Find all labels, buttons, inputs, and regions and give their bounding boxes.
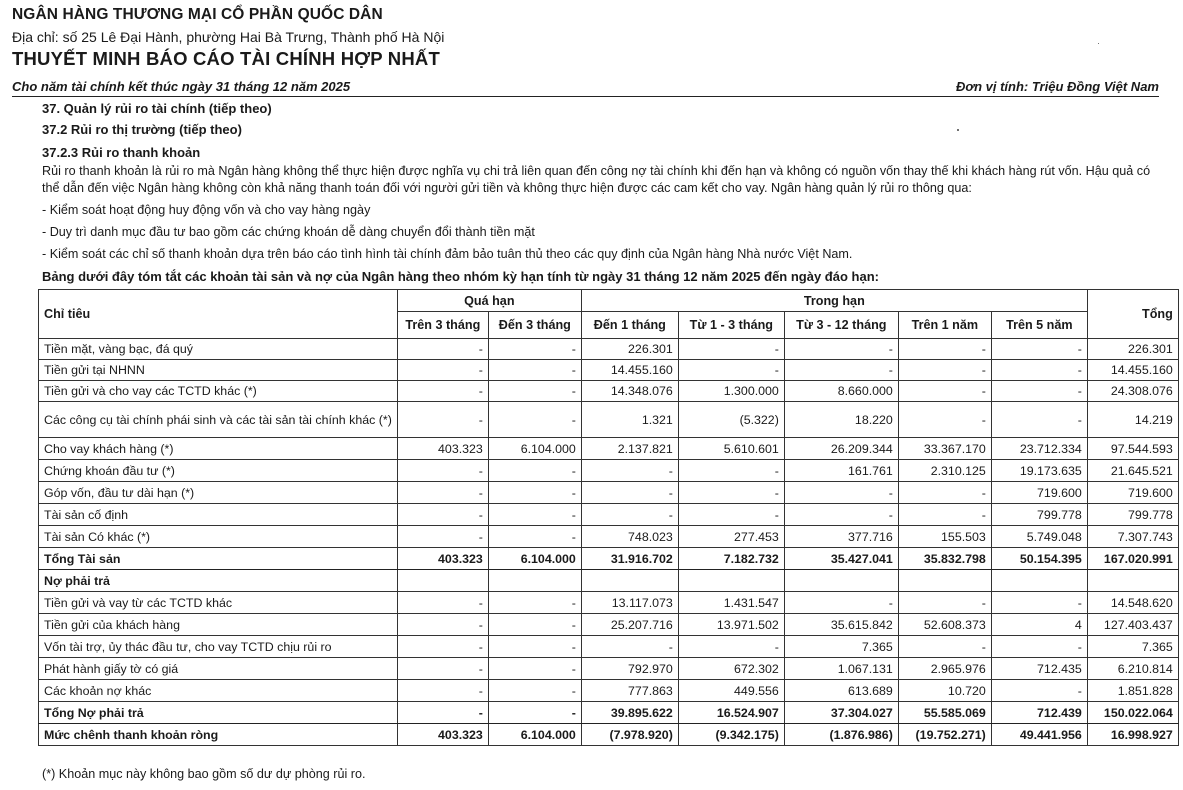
cell-value: 1.300.000 [678,381,784,402]
cell-value: - [488,381,581,402]
col-header-up-to-1-month: Đến 1 tháng [581,312,678,339]
cell-value: 6.104.000 [488,438,581,460]
table-row [39,402,1179,438]
cell-value: 4 [991,614,1087,636]
row-label: Tài sản cố định [39,504,398,526]
cell-value: 2.137.821 [581,438,678,460]
cell-value: - [488,702,581,724]
table-row [39,504,1179,526]
cell-value: 13.117.073 [581,592,678,614]
bullet-item: - Duy trì danh mục đầu tư bao gồm các chứng khoán dễ dàng chuyển đổi thành tiền mặt [42,225,535,239]
cell-value: 14.548.620 [1087,592,1178,614]
cell-value: 712.439 [991,702,1087,724]
cell-value: 6.210.814 [1087,658,1178,680]
cell-value: - [488,360,581,381]
col-header-1-3-months: Từ 1 - 3 tháng [678,312,784,339]
cell-value: 2.965.976 [898,658,991,680]
cell-value: 7.182.732 [678,548,784,570]
table-row [39,724,1179,746]
cell-value: - [397,636,488,658]
cell-value: - [991,680,1087,702]
cell-value: - [397,658,488,680]
cell-value: - [898,339,991,360]
section-heading-37: 37. Quản lý rủi ro tài chính (tiếp theo) [42,101,272,116]
cell-value: 35.832.798 [898,548,991,570]
cell-value: - [397,402,488,438]
col-header-total: Tổng [1087,290,1178,339]
cell-value: 21.645.521 [1087,460,1178,482]
cell-value: - [397,526,488,548]
row-label: Phát hành giấy tờ có giá [39,658,398,680]
cell-value: - [678,504,784,526]
group-header-in-term: Trong hạn [581,290,1087,312]
cell-value: 403.323 [397,724,488,746]
table-row [39,702,1179,724]
cell-value: - [991,402,1087,438]
cell-value: - [991,360,1087,381]
empty-cell [1087,570,1178,592]
section-row-liabilities [39,570,1179,592]
cell-value: - [397,614,488,636]
cell-value: 97.544.593 [1087,438,1178,460]
col-header-over-3-months: Trên 3 tháng [397,312,488,339]
empty-cell [581,570,678,592]
bank-name: NGÂN HÀNG THƯƠNG MẠI CỔ PHẦN QUỐC DÂN [12,6,383,23]
col-header-over-1-year: Trên 1 năm [898,312,991,339]
cell-value: 613.689 [784,680,898,702]
cell-value: - [488,526,581,548]
cell-value: 31.916.702 [581,548,678,570]
col-header-3-12-months: Từ 3 - 12 tháng [784,312,898,339]
report-title: THUYẾT MINH BÁO CÁO TÀI CHÍNH HỢP NHẤT [12,48,440,69]
cell-value: 16.998.927 [1087,724,1178,746]
cell-value: (7.978.920) [581,724,678,746]
table-row [39,460,1179,482]
cell-value: - [488,636,581,658]
table-row [39,381,1179,402]
table-row [39,636,1179,658]
cell-value: - [488,482,581,504]
row-label: Các khoản nợ khác [39,680,398,702]
cell-value: 748.023 [581,526,678,548]
cell-value: 35.615.842 [784,614,898,636]
cell-value: 712.435 [991,658,1087,680]
cell-value: 18.220 [784,402,898,438]
cell-value: - [581,636,678,658]
col-header-over-5-years: Trên 5 năm [991,312,1087,339]
cell-value: (19.752.271) [898,724,991,746]
section-label: Nợ phải trả [39,570,398,592]
group-header-overdue: Quá hạn [397,290,581,312]
cell-value: - [784,339,898,360]
cell-value: 35.427.041 [784,548,898,570]
table-row [39,548,1179,570]
empty-cell [488,570,581,592]
cell-value: 16.524.907 [678,702,784,724]
table-row [39,526,1179,548]
cell-value: 719.600 [1087,482,1178,504]
row-label: Chứng khoán đầu tư (*) [39,460,398,482]
row-label: Tiền gửi của khách hàng [39,614,398,636]
cell-value: - [784,482,898,504]
cell-value: - [991,339,1087,360]
table-row [39,482,1179,504]
table-row [39,592,1179,614]
cell-value: - [397,482,488,504]
row-label: Cho vay khách hàng (*) [39,438,398,460]
empty-cell [784,570,898,592]
table-row [39,360,1179,381]
cell-value: 2.310.125 [898,460,991,482]
cell-value: 39.895.622 [581,702,678,724]
scan-speck [957,129,959,131]
cell-value: - [488,614,581,636]
cell-value: - [397,680,488,702]
cell-value: (9.342.175) [678,724,784,746]
cell-value: 6.104.000 [488,724,581,746]
cell-value: - [898,592,991,614]
cell-value: 14.455.160 [581,360,678,381]
scan-speck [1098,43,1099,44]
cell-value: 792.970 [581,658,678,680]
cell-value: - [898,402,991,438]
row-label: Vốn tài trợ, ủy thác đầu tư, cho vay TCTD chịu rủi ro [39,636,398,658]
liquidity-risk-paragraph: Rủi ro thanh khoản là rủi ro mà Ngân hàng không thể thực hiện được nghĩa vụ chi trả liên quan đến công nợ tài chính khi đến hạn và không có nguồn vốn thay thế khi khách hàng rút vốn. Hậu quả có thể dẫn đến việc Ngân hàng không còn khả năng thanh toán đối với người gửi tiền và không thực hiện được các cam kết cho vay. Ngân hàng quản lý rủi ro thông qua: [42,164,1151,195]
cell-value: 7.365 [1087,636,1178,658]
row-label: Tiền gửi tại NHNN [39,360,398,381]
cell-value: - [784,504,898,526]
cell-value: - [678,360,784,381]
cell-value: - [678,339,784,360]
cell-value: - [678,636,784,658]
cell-value: - [898,360,991,381]
cell-value: - [397,504,488,526]
cell-value: 403.323 [397,548,488,570]
cell-value: 7.307.743 [1087,526,1178,548]
cell-value: 1.067.131 [784,658,898,680]
table-row [39,339,1179,360]
cell-value: 6.104.000 [488,548,581,570]
cell-value: 13.971.502 [678,614,784,636]
cell-value: 777.863 [581,680,678,702]
cell-value: 5.749.048 [991,526,1087,548]
row-label: Các công cụ tài chính phái sinh và các tài sản tài chính khác (*) [39,402,398,438]
cell-value: 377.716 [784,526,898,548]
cell-value: - [991,381,1087,402]
cell-value: - [488,592,581,614]
cell-value: 14.348.076 [581,381,678,402]
empty-cell [898,570,991,592]
cell-value: - [784,360,898,381]
cell-value: 449.556 [678,680,784,702]
row-label: Tài sản Có khác (*) [39,526,398,548]
cell-value: 799.778 [1087,504,1178,526]
cell-value: 26.209.344 [784,438,898,460]
currency-unit: Đơn vị tính: Triệu Đồng Việt Nam [955,79,1159,94]
row-label: Tiền mặt, vàng bạc, đá quý [39,339,398,360]
cell-value: - [581,482,678,504]
cell-value: 33.367.170 [898,438,991,460]
report-period: Cho năm tài chính kết thúc ngày 31 tháng 12 năm 2025 [12,79,351,94]
cell-value: - [397,702,488,724]
row-label: Góp vốn, đầu tư dài hạn (*) [39,482,398,504]
cell-value: - [488,504,581,526]
cell-value: - [397,592,488,614]
empty-cell [397,570,488,592]
cell-value: 226.301 [581,339,678,360]
cell-value: 5.610.601 [678,438,784,460]
cell-value: 7.365 [784,636,898,658]
cell-value: - [488,680,581,702]
cell-value: - [488,658,581,680]
cell-value: - [784,592,898,614]
empty-cell [678,570,784,592]
cell-value: - [488,339,581,360]
cell-value: 1.431.547 [678,592,784,614]
cell-value: - [581,504,678,526]
cell-value: 10.720 [898,680,991,702]
cell-value: - [991,592,1087,614]
bullet-item: - Kiểm soát hoạt động huy động vốn và cho vay hàng ngày [42,203,371,217]
cell-value: 277.453 [678,526,784,548]
bullet-item: - Kiểm soát các chỉ số thanh khoản dựa trên báo cáo tình hình tài chính đảm bảo tuân thủ theo các quy định của Ngân hàng Nhà nước Việt Nam. [42,247,853,261]
cell-value: (1.876.986) [784,724,898,746]
table-intro: Bảng dưới đây tóm tắt các khoản tài sản và nợ của Ngân hàng theo nhóm kỳ hạn tính từ ngày 31 tháng 12 năm 2025 đến ngày đáo hạn: [42,269,879,284]
cell-value: - [397,360,488,381]
row-label: Tổng Nợ phải trả [39,702,398,724]
cell-value: 8.660.000 [784,381,898,402]
cell-value: 55.585.069 [898,702,991,724]
cell-value: 24.308.076 [1087,381,1178,402]
cell-value: - [991,636,1087,658]
cell-value: 1.851.828 [1087,680,1178,702]
row-label: Tiền gửi và vay từ các TCTD khác [39,592,398,614]
cell-value: - [397,339,488,360]
cell-value: 226.301 [1087,339,1178,360]
cell-value: 155.503 [898,526,991,548]
footnote: (*) Khoản mục này không bao gồm số dư dự phòng rủi ro. [42,767,366,781]
cell-value: 1.321 [581,402,678,438]
cell-value: 25.207.716 [581,614,678,636]
bank-address: Địa chỉ: số 25 Lê Đại Hành, phường Hai Bà Trưng, Thành phố Hà Nội [12,29,445,45]
empty-cell [991,570,1087,592]
cell-value: 719.600 [991,482,1087,504]
cell-value: 672.302 [678,658,784,680]
table-row [39,658,1179,680]
table-row [39,614,1179,636]
cell-value: 167.020.991 [1087,548,1178,570]
cell-value: - [488,402,581,438]
cell-value: (5.322) [678,402,784,438]
cell-value: 37.304.027 [784,702,898,724]
cell-value: - [397,460,488,482]
cell-value: - [397,381,488,402]
table-row [39,438,1179,460]
col-header-up-to-3-months: Đến 3 tháng [488,312,581,339]
cell-value: 49.441.956 [991,724,1087,746]
table-row [39,680,1179,702]
cell-value: 23.712.334 [991,438,1087,460]
cell-value: 403.323 [397,438,488,460]
cell-value: 50.154.395 [991,548,1087,570]
cell-value: - [898,482,991,504]
cell-value: 161.761 [784,460,898,482]
cell-value: 127.403.437 [1087,614,1178,636]
cell-value: 150.022.064 [1087,702,1178,724]
cell-value: - [898,636,991,658]
row-label: Tiền gửi và cho vay các TCTD khác (*) [39,381,398,402]
section-heading-37-2-3: 37.2.3 Rủi ro thanh khoản [42,145,201,160]
liquidity-maturity-table [38,289,1179,746]
cell-value: 19.173.635 [991,460,1087,482]
row-label: Tổng Tài sản [39,548,398,570]
cell-value: - [581,460,678,482]
col-header-item: Chỉ tiêu [39,290,398,339]
cell-value: - [488,460,581,482]
report-subheader [12,79,1159,97]
cell-value: 14.219 [1087,402,1178,438]
cell-value: - [678,460,784,482]
section-heading-37-2: 37.2 Rủi ro thị trường (tiếp theo) [42,122,242,137]
cell-value: 799.778 [991,504,1087,526]
cell-value: - [678,482,784,504]
cell-value: 52.608.373 [898,614,991,636]
cell-value: 14.455.160 [1087,360,1178,381]
cell-value: - [898,504,991,526]
cell-value: - [898,381,991,402]
row-label: Mức chênh thanh khoản ròng [39,724,398,746]
